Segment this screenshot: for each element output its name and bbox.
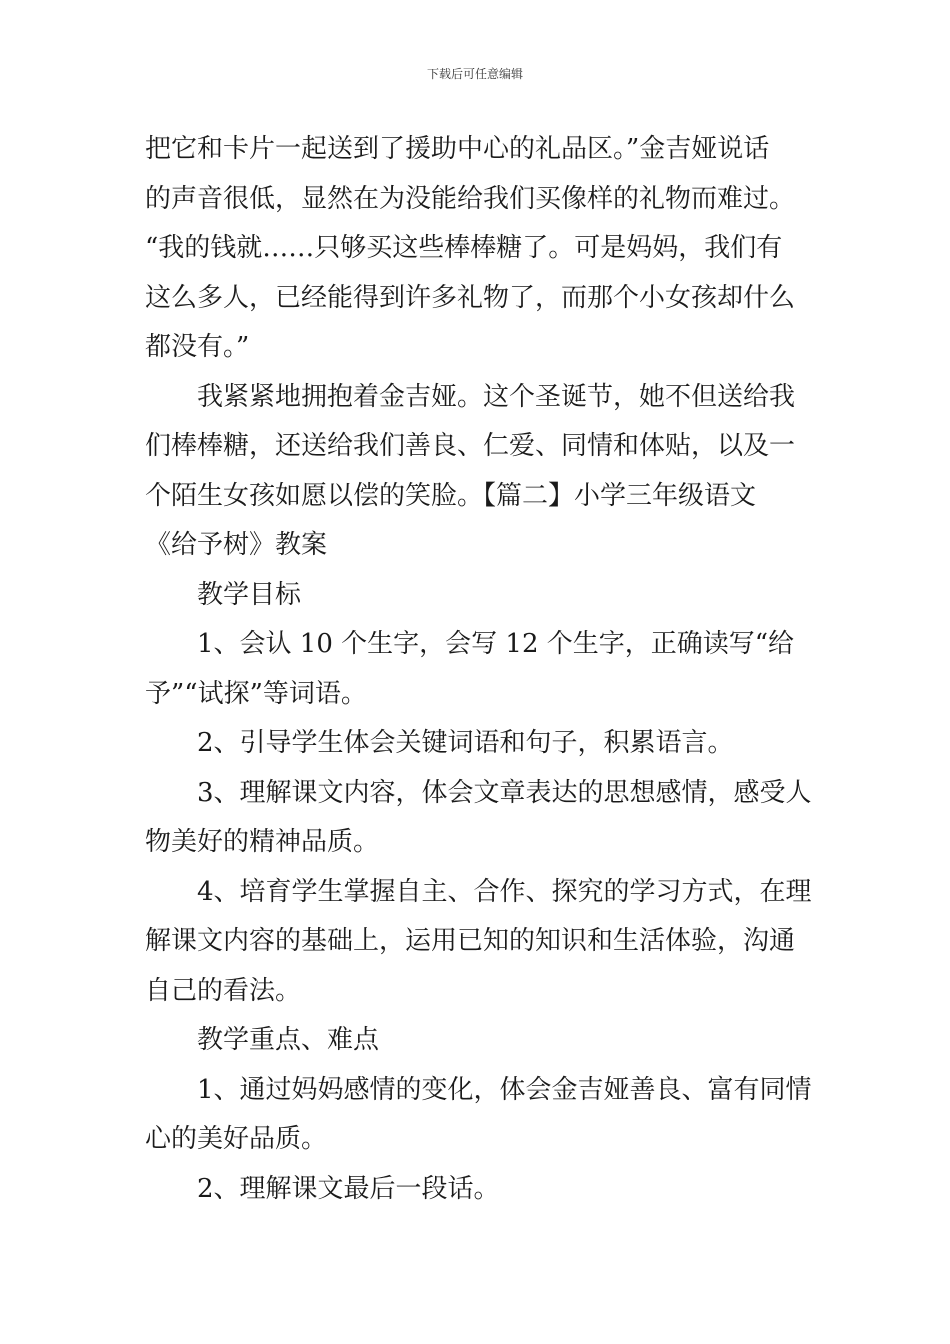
text-line: 2、引导学生体会关键词语和句子，积累语言。 <box>197 728 734 758</box>
text-line: 物美好的精神品质。 <box>145 827 380 857</box>
text-line: 解课文内容的基础上，运用已知的知识和生活体验，沟通 <box>145 926 796 956</box>
text-line: 3、理解课文内容，体会文章表达的思想感情，感受人 <box>197 777 812 808</box>
section-heading: 教学目标 <box>197 579 302 610</box>
text-line: 1、通过妈妈感情的变化，体会金吉娅善良、富有同情 <box>197 1074 812 1105</box>
text-line: 都没有。” <box>145 332 250 362</box>
text-line: 我紧紧地拥抱着金吉娅。这个圣诞节，她不但送给我 <box>197 381 796 412</box>
text-line: 把它和卡片一起送到了援助中心的礼品区。”金吉娅说话 <box>145 134 770 164</box>
text-line: 2、理解课文最后一段话。 <box>197 1173 500 1204</box>
text-line: 4、培育学生掌握自主、合作、探究的学习方式，在理 <box>197 876 812 907</box>
page-header: 下载后可任意编辑 <box>426 67 523 81</box>
text-line: 《给予树》教案 <box>145 530 328 560</box>
text-line: 自己的看法。 <box>145 975 302 1006</box>
text-line: 予”“试探”等词语。 <box>145 678 367 709</box>
text-line: “我的钱就……只够买这些棒棒糖了。可是妈妈，我们有 <box>145 233 783 263</box>
text-line: 的声音很低，显然在为没能给我们买像样的礼物而难过。 <box>145 183 796 214</box>
text-line: 心的美好品质。 <box>145 1124 328 1154</box>
text-line: 个陌生女孩如愿以偿的笑脸。【篇二】小学三年级语文 <box>145 480 757 511</box>
section-heading: 教学重点、难点 <box>197 1025 380 1055</box>
document-body <box>145 125 812 1214</box>
text-line: 们棒棒糖，还送给我们善良、仁爱、同情和体贴，以及一 <box>145 431 796 461</box>
text-line: 1、会认 10 个生字，会写 12 个生字，正确读写“给 <box>197 629 795 659</box>
text-line: 这么多人，已经能得到许多礼物了，而那个小女孩却什么 <box>145 282 796 313</box>
